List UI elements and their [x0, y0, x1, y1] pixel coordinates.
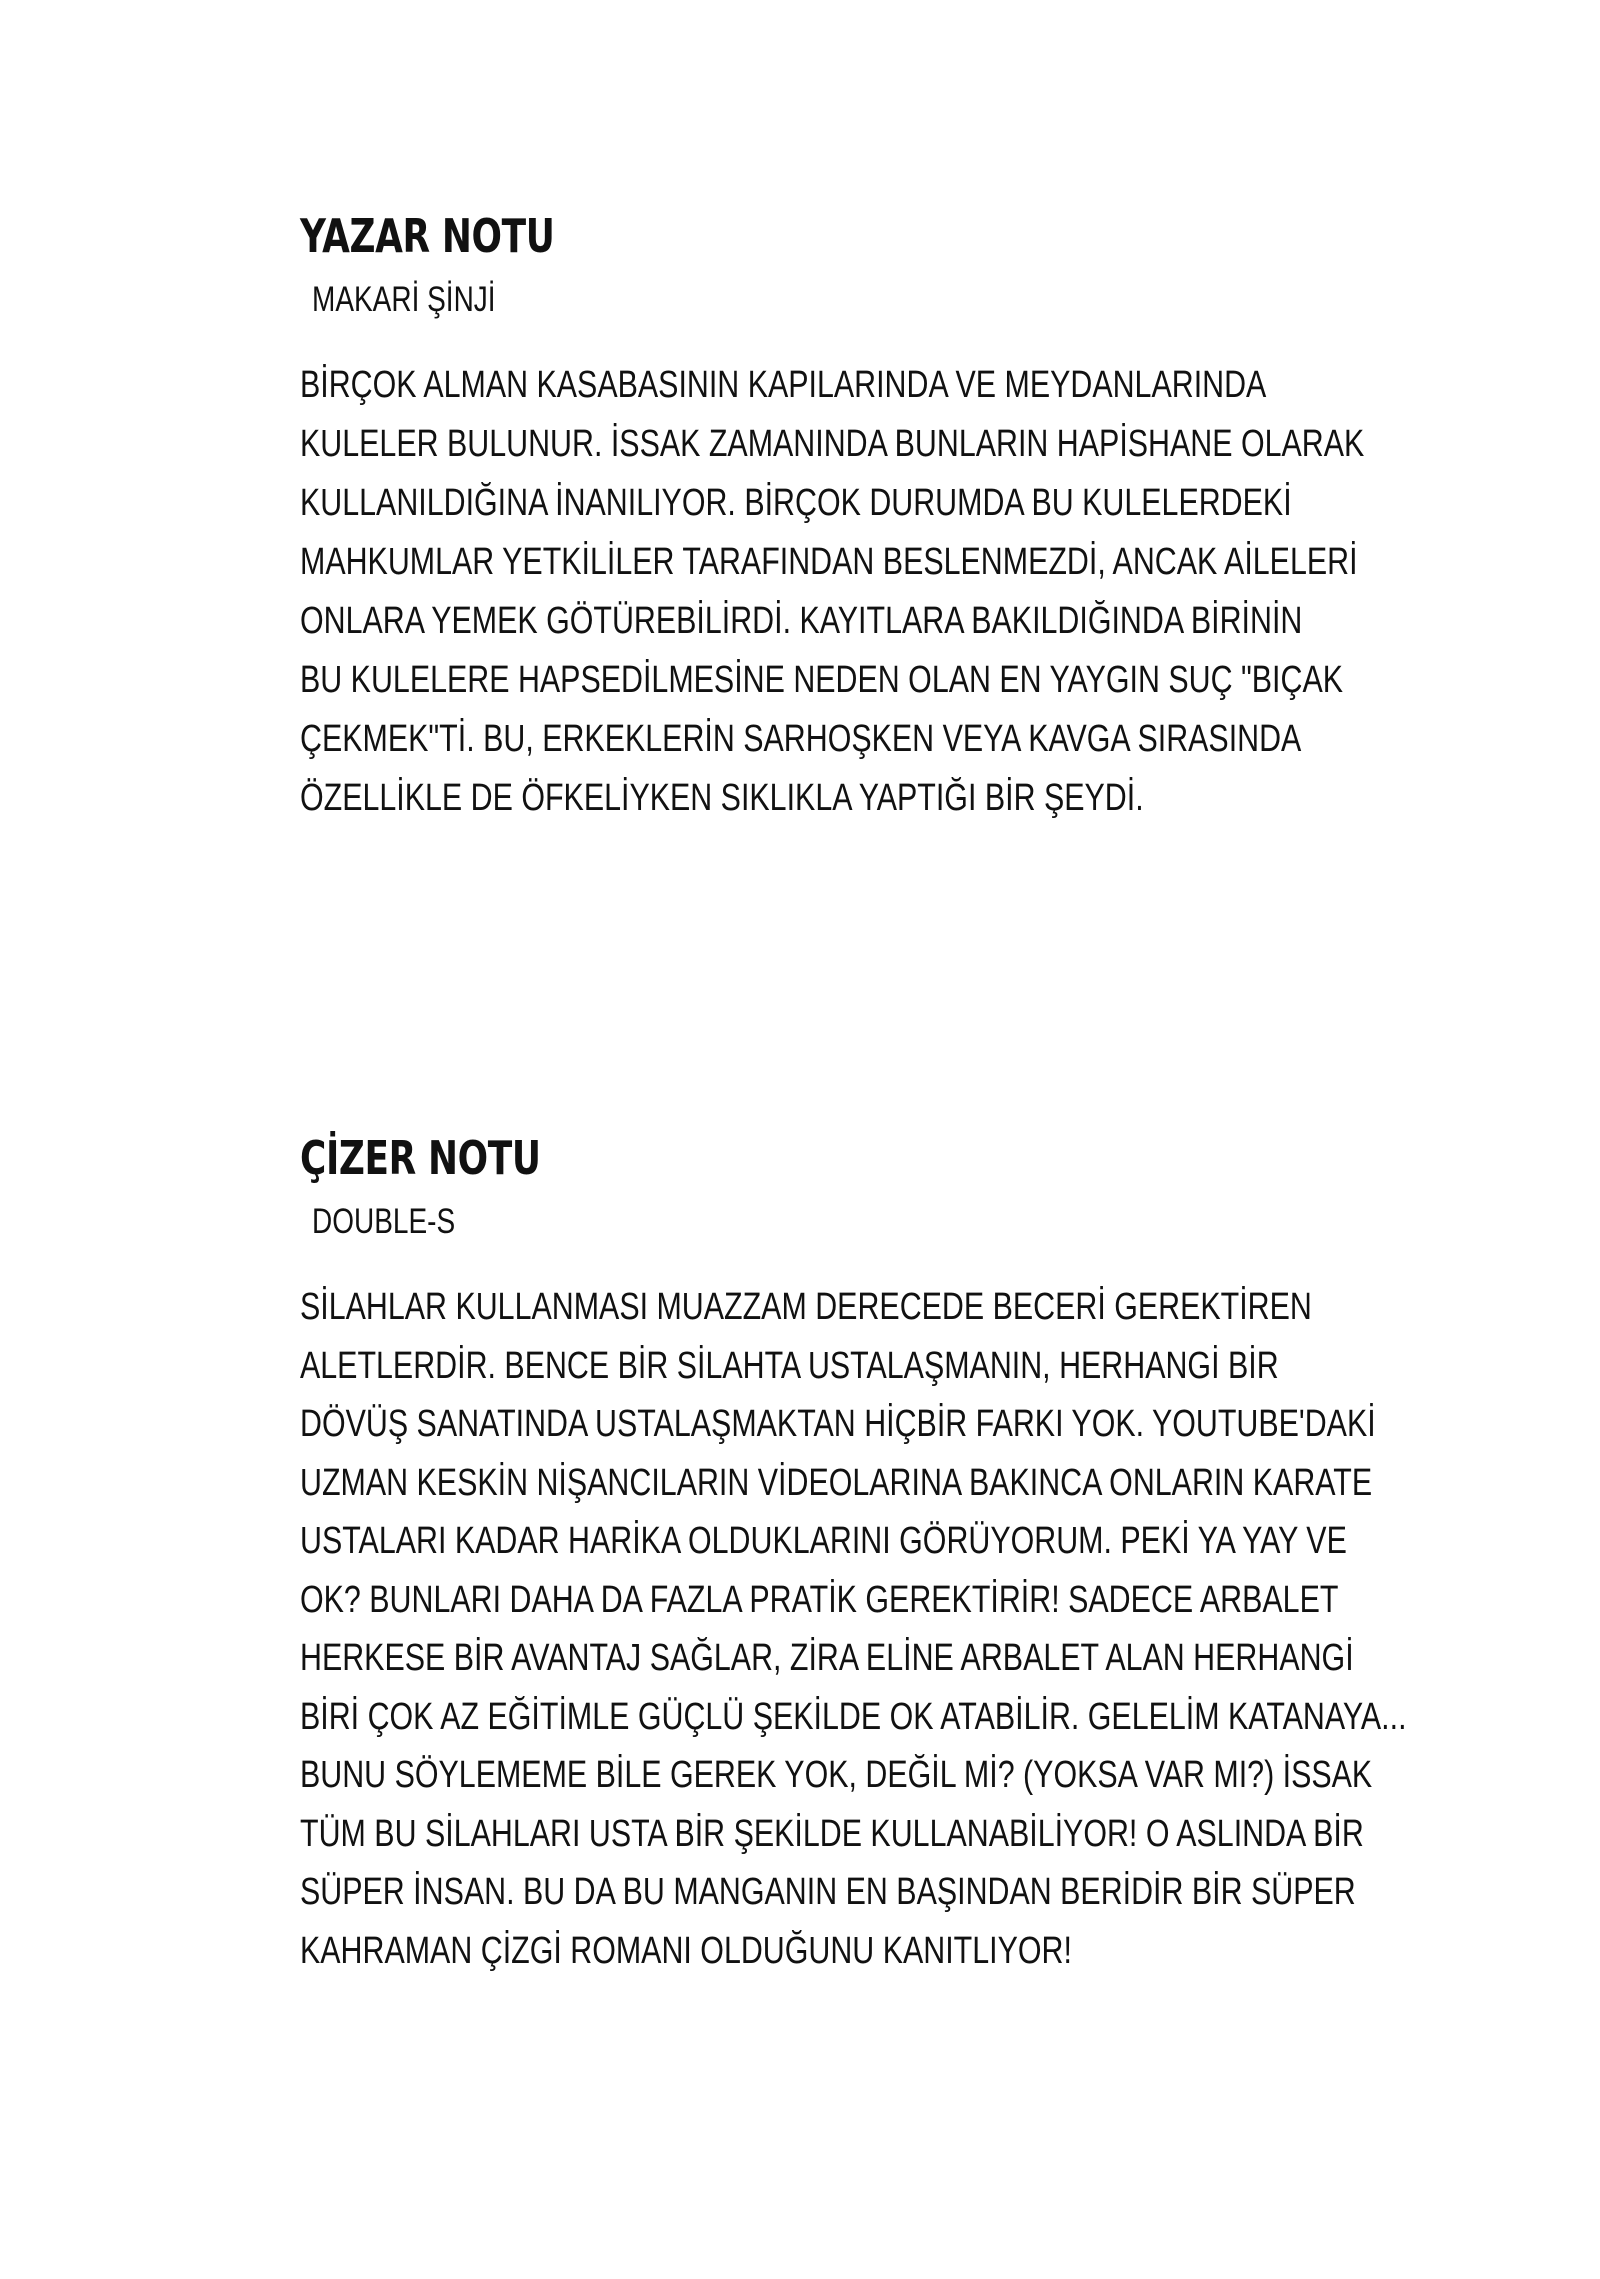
author-note-line: MAHKUMLAR YETKİLİLER TARAFINDAN BESLENMEZDİ, ANCAK AİLELERİ [300, 541, 1358, 583]
author-note-line: ÇEKMEK"Tİ. BU, ERKEKLERİN SARHOŞKEN VEYA KAVGA SIRASINDA [300, 718, 1302, 760]
artist-note-line: SİLAHLAR KULLANMASI MUAZZAM DERECEDE BECERİ GEREKTİREN [300, 1286, 1312, 1328]
artist-note-title: ÇİZER NOTU [300, 1131, 541, 1185]
artist-note-body [300, 1278, 1407, 1980]
artist-note-section [300, 1130, 1420, 1980]
author-note-body [300, 356, 1365, 828]
author-note-line: KULELER BULUNUR. İSSAK ZAMANINDA BUNLARIN HAPİSHANE OLARAK [300, 423, 1365, 465]
author-note-line: BİRÇOK ALMAN KASABASININ KAPILARINDA VE MEYDANLARINDA [300, 364, 1267, 406]
author-note-section [300, 208, 1420, 828]
author-note-line: BU KULELERE HAPSEDİLMESİNE NEDEN OLAN EN YAYGIN SUÇ "BIÇAK [300, 659, 1343, 701]
artist-note-line: SÜPER İNSAN. BU DA BU MANGANIN EN BAŞINDAN BERİDİR BİR SÜPER [300, 1871, 1356, 1913]
author-note-line: ÖZELLİKLE DE ÖFKELİYKEN SIKLIKLA YAPTIĞI BİR ŞEYDİ. [300, 777, 1144, 819]
artist-note-line: ALETLERDİR. BENCE BİR SİLAHTA USTALAŞMANIN, HERHANGİ BİR [300, 1344, 1279, 1387]
artist-note-line: USTALARI KADAR HARİKA OLDUKLARINI GÖRÜYORUM. PEKİ YA YAY VE [300, 1520, 1347, 1562]
author-note-title: YAZAR NOTU [300, 209, 555, 263]
artist-note-line: KAHRAMAN ÇİZGİ ROMANI OLDUĞUNU KANITLIYOR! [300, 1929, 1072, 1972]
author-note-line: KULLANILDIĞINA İNANILIYOR. BİRÇOK DURUMDA BU KULELERDEKİ [300, 482, 1292, 524]
artist-note-line: BUNU SÖYLEMEME BİLE GEREK YOK, DEĞİL Mİ? (YOKSA VAR MI?) İSSAK [300, 1754, 1373, 1796]
artist-note-line: DÖVÜŞ SANATINDA USTALAŞMAKTAN HİÇBİR FARKI YOK. YOUTUBE'DAKİ [300, 1403, 1376, 1445]
artist-note-line: UZMAN KESKİN NİŞANCILARIN VİDEOLARINA BAKINCA ONLARIN KARATE [300, 1461, 1373, 1504]
artist-note-line: OK? BUNLARI DAHA DA FAZLA PRATİK GEREKTİRİR! SADECE ARBALET [300, 1578, 1339, 1621]
artist-note-line: TÜM BU SİLAHLARI USTA BİR ŞEKİLDE KULLANABİLİYOR! O ASLINDA BİR [300, 1812, 1364, 1855]
artist-note-line: BİRİ ÇOK AZ EĞİTİMLE GÜÇLÜ ŞEKİLDE OK ATABİLİR. GELELİM KATANAYA... [300, 1695, 1407, 1738]
artist-note-line: HERKESE BİR AVANTAJ SAĞLAR, ZİRA ELİNE ARBALET ALAN HERHANGİ [300, 1637, 1354, 1679]
author-note-line: ONLARA YEMEK GÖTÜREBİLİRDİ. KAYITLARA BAKILDIĞINDA BİRİNİN [300, 600, 1303, 642]
artist-name: DOUBLE-S [312, 1202, 456, 1241]
author-name: MAKARİ ŞİNJİ [312, 280, 496, 319]
